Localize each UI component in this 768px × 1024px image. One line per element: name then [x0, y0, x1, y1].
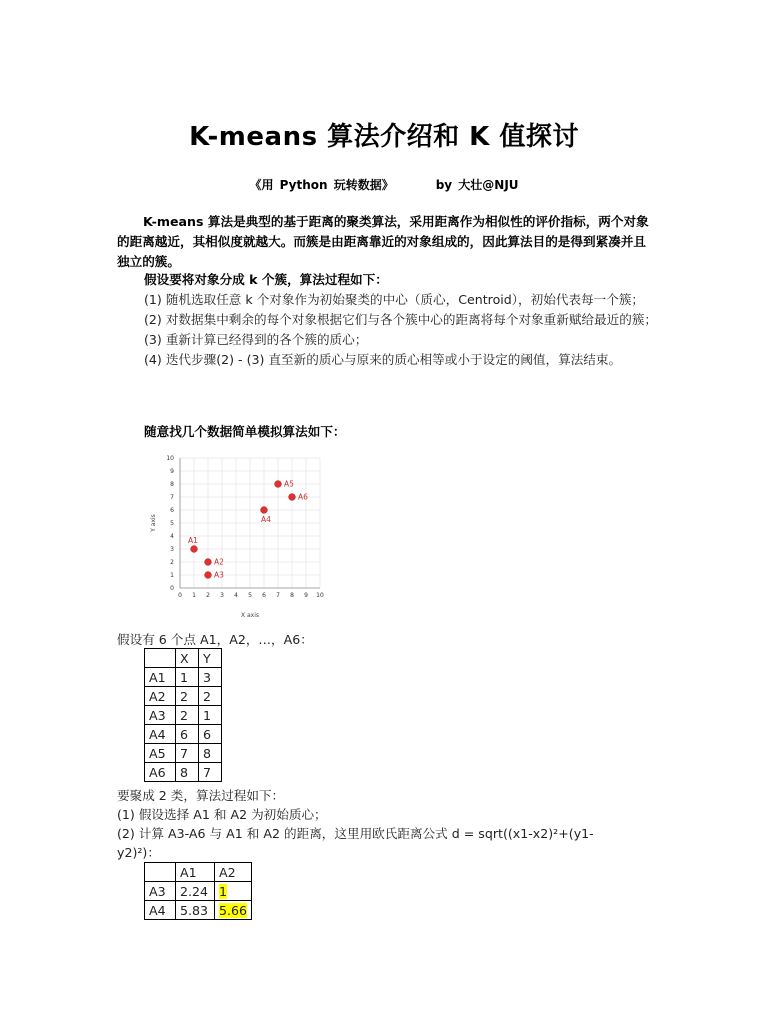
table-header-cell: [145, 863, 176, 882]
author: by 大壮@NJU: [435, 178, 519, 192]
y-tick-label: 2: [170, 559, 174, 566]
y-tick-label: 9: [170, 468, 174, 475]
point-label: A1: [188, 536, 198, 545]
cluster-line: (1) 假设选择 A1 和 A2 为初始质心；: [117, 807, 327, 822]
data-point: [275, 481, 282, 488]
point-label: A5: [284, 479, 294, 489]
table-row: A1 1 3: [145, 668, 222, 687]
highlighted-cell: 1: [215, 882, 252, 901]
point-label: A6: [298, 492, 308, 502]
x-tick-label: 3: [220, 592, 224, 599]
step-3: (3) 重新计算已经得到的各个簇的质心；: [144, 332, 368, 347]
y-axis-label: Y axis: [150, 514, 157, 532]
cluster-line: 要聚成 2 类，算法过程如下：: [117, 788, 285, 803]
y-tick-label: 6: [170, 507, 174, 514]
table-row: A3 2.24 1: [145, 882, 252, 901]
point-label: A2: [214, 557, 224, 567]
table-row: A2 2 2: [145, 687, 222, 706]
cluster-line: y2)²)：: [117, 845, 160, 860]
table-header-cell: X: [176, 649, 199, 668]
cluster-line: (2) 计算 A3-A6 与 A1 和 A2 的距离，这里用欧氏距离公式 d = sqrt((x1-x2)²+(y1-: [117, 826, 594, 841]
y-tick-label: 1: [170, 572, 174, 579]
step-2: (2) 对数据集中剩余的每个对象根据它们与各个簇中心的距离将每个对象重新赋给最近的簇；: [144, 312, 657, 327]
step-1: (1) 随机选取任意 k 个对象作为初始聚类的中心（质心，Centroid），初始代表每一个簇；: [144, 292, 644, 307]
x-tick-label: 7: [276, 592, 280, 599]
scatter-chart: [140, 448, 340, 624]
table-row: A3 2 1: [145, 706, 222, 725]
table-row: A4 5.83 5.66: [145, 901, 252, 920]
x-tick-label: 0: [178, 592, 182, 599]
y-tick-label: 8: [170, 481, 174, 488]
table-header-cell: [145, 649, 176, 668]
y-tick-label: 4: [170, 533, 174, 540]
table-header-cell: A1: [176, 863, 215, 882]
y-tick-label: 5: [170, 520, 174, 527]
y-tick-label: 10: [166, 455, 174, 462]
table-header-cell: A2: [215, 863, 252, 882]
x-tick-label: 9: [304, 592, 308, 599]
x-tick-label: 2: [206, 592, 210, 599]
book-title: 《用 Python 玩转数据》: [249, 178, 394, 192]
data-point: [205, 559, 212, 566]
intro-line: 个对象的距离越近，其相似度就越大。而簇是由距离靠近的对象组成的，因此算法目的是: [117, 214, 649, 249]
point-label: A3: [214, 570, 224, 580]
point-label: A4: [261, 515, 271, 524]
clustering-section: [117, 786, 657, 862]
intro-paragraph: [117, 212, 655, 272]
x-tick-label: 4: [234, 592, 238, 599]
x-tick-label: 8: [290, 592, 294, 599]
algorithm-section: [117, 270, 657, 370]
byline: [0, 176, 768, 193]
step-4: (4) 迭代步骤(2) - (3) 直至新的质心与原来的质心相等或小于设定的阈值，算法结束。: [144, 352, 622, 367]
y-tick-label: 0: [170, 585, 174, 592]
table-header-cell: Y: [199, 649, 222, 668]
table-row: A6 8 7: [145, 763, 222, 782]
x-tick-label: 1: [192, 592, 196, 599]
data-point: [205, 572, 212, 579]
intro-line: K-means 算法是典型的基于距离的聚类算法，采用距离作为相似性的评价指标，两: [143, 214, 611, 229]
page-title: K-means 算法介绍和 K 值探讨: [189, 122, 579, 152]
y-tick-label: 3: [170, 546, 174, 553]
intro-line: 得到紧凑并且独立的簇。: [117, 234, 646, 269]
points-table: [144, 648, 222, 782]
data-point: [261, 507, 268, 514]
distance-table: [144, 862, 252, 920]
data-point: [289, 494, 296, 501]
table-row: A5 7 8: [145, 744, 222, 763]
y-tick-label: 7: [170, 494, 174, 501]
highlighted-cell: 5.66: [215, 901, 252, 920]
x-tick-label: 10: [316, 592, 324, 599]
x-tick-label: 5: [248, 592, 252, 599]
table-header-row: [145, 649, 222, 668]
data-point: [191, 546, 198, 553]
table-header-row: [145, 863, 252, 882]
points-intro: 假设有 6 个点 A1，A2，…，A6：: [117, 632, 313, 647]
process-heading: 假设要将对象分成 k 个簇，算法过程如下：: [144, 272, 388, 287]
demo-heading: 随意找几个数据简单模拟算法如下：: [144, 424, 346, 439]
x-tick-label: 6: [262, 592, 266, 599]
table-row: A4 6 6: [145, 725, 222, 744]
x-axis-label: X axis: [240, 612, 260, 619]
